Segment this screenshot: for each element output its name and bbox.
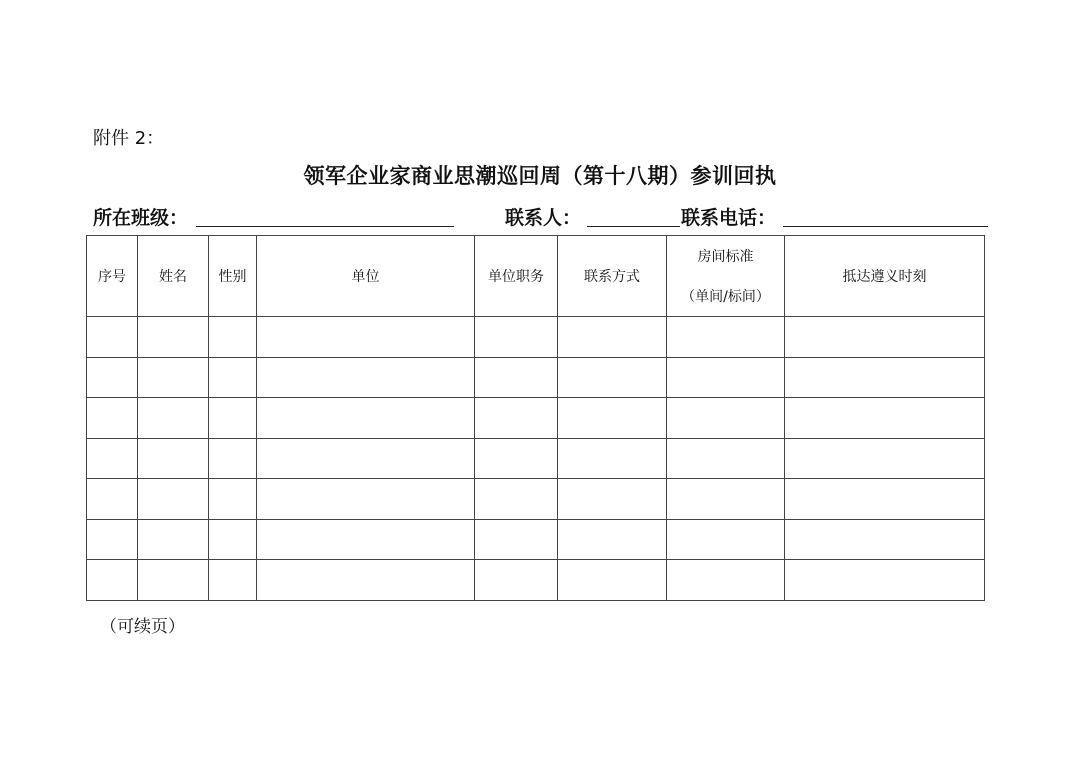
- table-cell[interactable]: [209, 398, 257, 439]
- table-cell[interactable]: [667, 479, 785, 520]
- table-cell[interactable]: [87, 560, 138, 601]
- table-cell[interactable]: [257, 438, 475, 479]
- table-row: [87, 317, 985, 358]
- table-cell[interactable]: [558, 317, 667, 358]
- table-cell[interactable]: [667, 357, 785, 398]
- room-standard-stack: [667, 246, 784, 306]
- class-blank-line[interactable]: [196, 226, 454, 227]
- header-position: 单位职务: [475, 236, 558, 317]
- table-cell[interactable]: [785, 398, 985, 439]
- table-cell[interactable]: [475, 398, 558, 439]
- table-cell[interactable]: [87, 438, 138, 479]
- attachment-label: 附件 2：: [93, 128, 165, 149]
- contact-phone-blank-line[interactable]: [783, 226, 988, 227]
- table-header-row: [87, 236, 985, 317]
- table-cell[interactable]: [138, 317, 209, 358]
- table-row: [87, 479, 985, 520]
- table-cell[interactable]: [785, 357, 985, 398]
- table-cell[interactable]: [667, 398, 785, 439]
- table-cell[interactable]: [138, 357, 209, 398]
- table-row: [87, 357, 985, 398]
- table-cell[interactable]: [257, 357, 475, 398]
- table-body: [87, 317, 985, 601]
- table-cell[interactable]: [475, 317, 558, 358]
- header-contact: 联系方式: [558, 236, 667, 317]
- header-seq: 序号: [87, 236, 138, 317]
- table-cell[interactable]: [475, 479, 558, 520]
- table-cell[interactable]: [87, 317, 138, 358]
- table-cell[interactable]: [558, 357, 667, 398]
- table-cell[interactable]: [785, 438, 985, 479]
- table-cell[interactable]: [257, 560, 475, 601]
- table-cell[interactable]: [558, 560, 667, 601]
- table-cell[interactable]: [138, 560, 209, 601]
- table-cell[interactable]: [785, 479, 985, 520]
- table-cell[interactable]: [209, 560, 257, 601]
- table-cell[interactable]: [257, 398, 475, 439]
- header-name: 姓名: [138, 236, 209, 317]
- table-cell[interactable]: [138, 479, 209, 520]
- table-cell[interactable]: [138, 519, 209, 560]
- table-cell[interactable]: [558, 398, 667, 439]
- contact-person-label: 联系人：: [505, 207, 582, 229]
- table-cell[interactable]: [558, 479, 667, 520]
- document-title: 领军企业家商业思潮巡回周（第十八期）参训回执: [303, 164, 777, 188]
- table-cell[interactable]: [209, 357, 257, 398]
- table-cell[interactable]: [209, 438, 257, 479]
- room-standard-label: 房间标准: [697, 249, 754, 265]
- table-row: [87, 519, 985, 560]
- table-row: [87, 560, 985, 601]
- table-cell[interactable]: [785, 560, 985, 601]
- table-cell[interactable]: [257, 317, 475, 358]
- table-cell[interactable]: [667, 560, 785, 601]
- table-row: [87, 398, 985, 439]
- table-cell[interactable]: [87, 398, 138, 439]
- table-cell[interactable]: [209, 317, 257, 358]
- class-label: 所在班级：: [93, 207, 189, 229]
- table-cell[interactable]: [87, 479, 138, 520]
- table-cell[interactable]: [558, 519, 667, 560]
- header-room-standard: [667, 236, 785, 317]
- header-unit: 单位: [257, 236, 475, 317]
- table-cell[interactable]: [558, 438, 667, 479]
- table-cell[interactable]: [475, 560, 558, 601]
- table-cell[interactable]: [257, 479, 475, 520]
- table-cell[interactable]: [138, 398, 209, 439]
- table-cell[interactable]: [475, 438, 558, 479]
- room-options-label: （单间/标间）: [681, 289, 770, 305]
- table-cell[interactable]: [209, 519, 257, 560]
- header-arrival-time: 抵达遵义时刻: [785, 236, 985, 317]
- table-cell[interactable]: [209, 479, 257, 520]
- table-cell[interactable]: [87, 357, 138, 398]
- table-cell[interactable]: [257, 519, 475, 560]
- continued-note: （可续页）: [100, 617, 185, 637]
- table-cell[interactable]: [87, 519, 138, 560]
- table-cell[interactable]: [667, 519, 785, 560]
- table-cell[interactable]: [785, 519, 985, 560]
- contact-phone-label: 联系电话：: [681, 207, 777, 229]
- table-cell[interactable]: [785, 317, 985, 358]
- table-cell[interactable]: [667, 438, 785, 479]
- table-cell[interactable]: [475, 357, 558, 398]
- table-cell[interactable]: [475, 519, 558, 560]
- table-row: [87, 438, 985, 479]
- table-cell[interactable]: [667, 317, 785, 358]
- table-cell[interactable]: [138, 438, 209, 479]
- header-gender: 性别: [209, 236, 257, 317]
- contact-person-blank-line[interactable]: [587, 226, 680, 227]
- participant-table: [86, 235, 985, 601]
